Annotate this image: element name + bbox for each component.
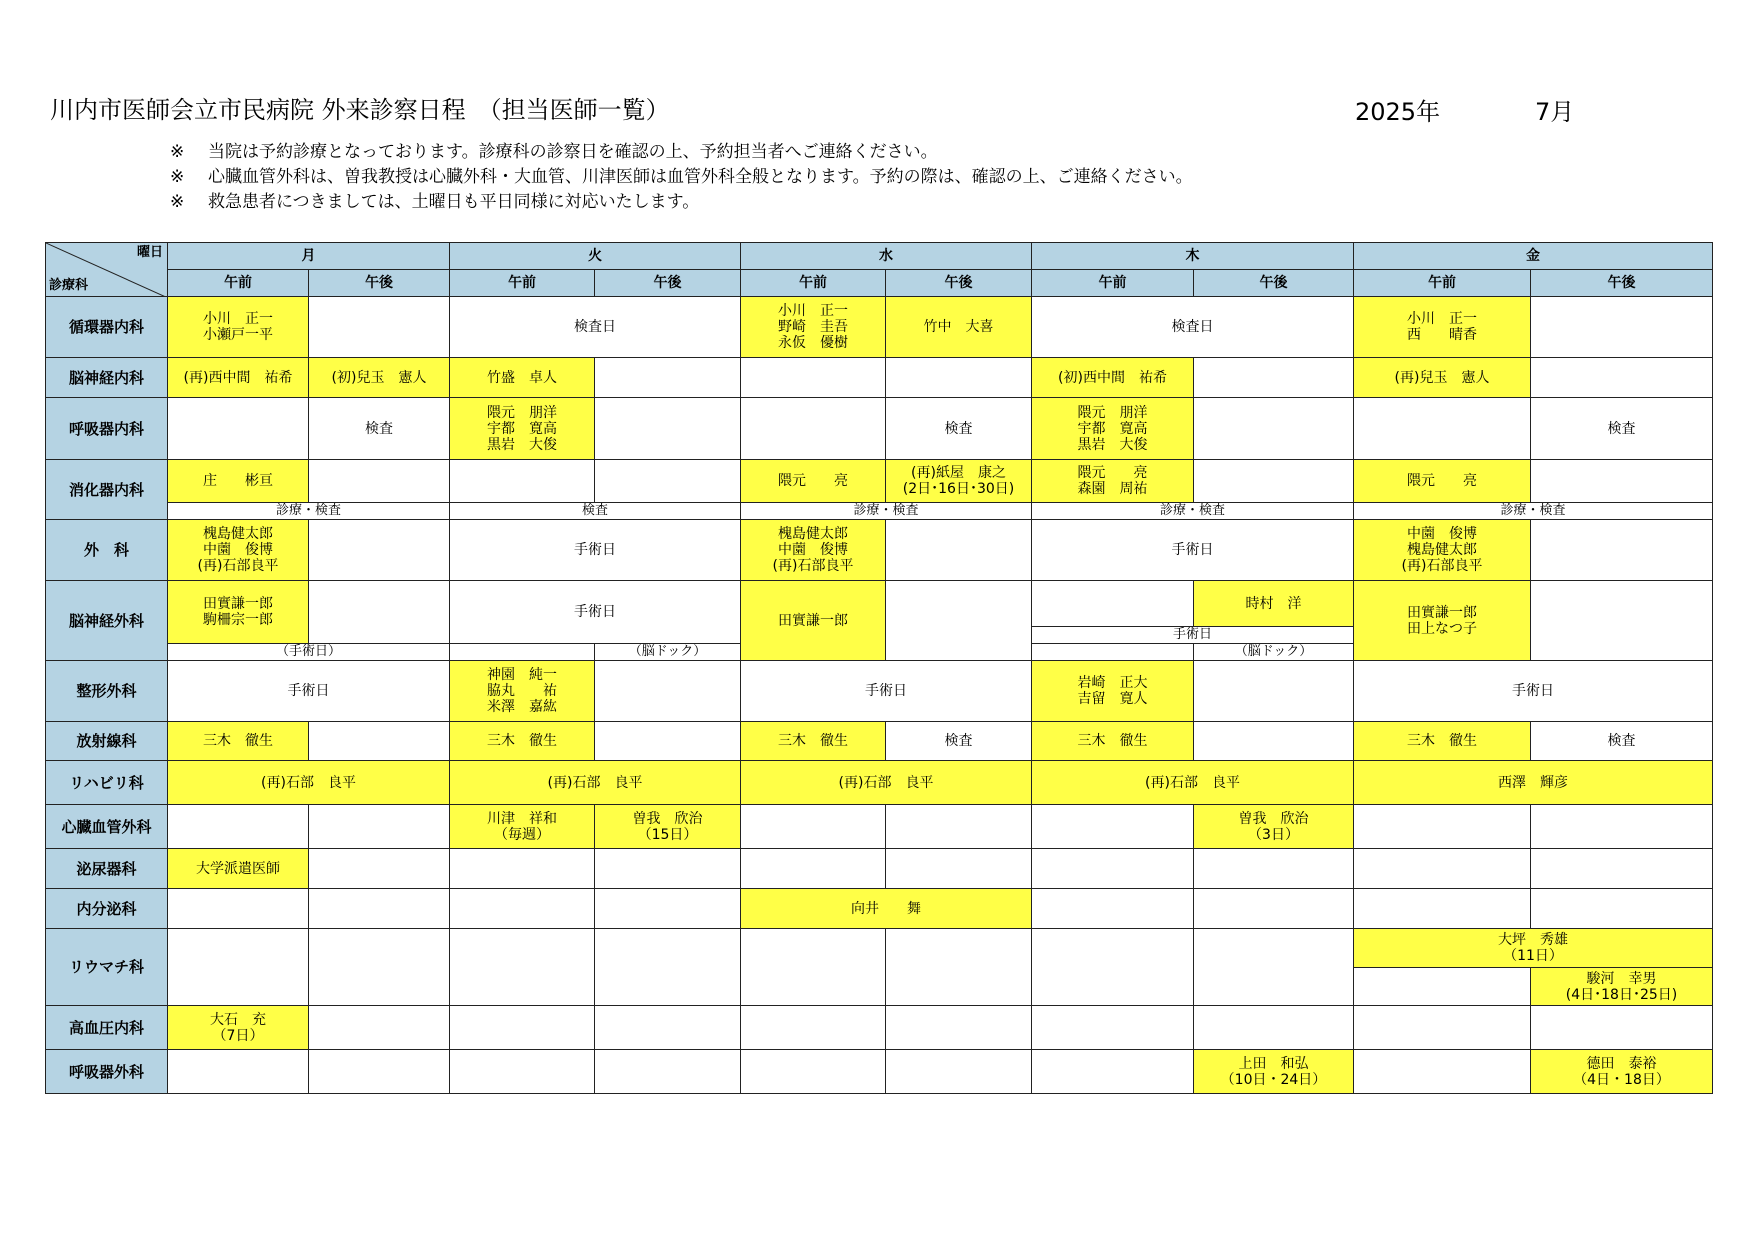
schedule-cell xyxy=(595,849,741,889)
schedule-note-cell: 検査 xyxy=(450,503,741,520)
schedule-cell xyxy=(595,722,741,761)
schedule-note-cell xyxy=(1032,644,1194,661)
schedule-cell xyxy=(1194,358,1354,398)
am-header: 午前 xyxy=(1032,270,1194,297)
dept-surgery: 外 科 xyxy=(46,520,168,581)
am-header: 午前 xyxy=(168,270,309,297)
dept-rheum: リウマチ科 xyxy=(46,929,168,1006)
schedule-cell xyxy=(450,1050,595,1094)
schedule-cell: (再)石部 良平 xyxy=(1032,761,1354,805)
header-corner xyxy=(46,243,168,297)
dept-uro: 泌尿器科 xyxy=(46,849,168,889)
schedule-cell: 隈元 亮 xyxy=(1354,460,1531,503)
schedule-cell: (再)西中間 祐希 xyxy=(168,358,309,398)
schedule-cell: 手術日 xyxy=(450,520,741,581)
schedule-cell xyxy=(1531,297,1713,358)
am-header: 午前 xyxy=(741,270,886,297)
schedule-cell xyxy=(309,1050,450,1094)
schedule-cell: 検査日 xyxy=(1032,297,1354,358)
schedule-cell: 庄 彬亘 xyxy=(168,460,309,503)
schedule-cell: 竹盛 卓人 xyxy=(450,358,595,398)
schedule-note-cell: 診療・検査 xyxy=(1354,503,1713,520)
day-header-wed: 水 xyxy=(741,243,1032,270)
schedule-cell: 三木 徹生 xyxy=(741,722,886,761)
schedule-cell xyxy=(886,805,1032,849)
dept-cvs: 心臓血管外科 xyxy=(46,805,168,849)
schedule-cell xyxy=(450,1006,595,1050)
schedule-cell xyxy=(450,929,595,1006)
schedule-cell xyxy=(309,520,450,581)
schedule-cell xyxy=(595,1050,741,1094)
schedule-cell: 竹中 大喜 xyxy=(886,297,1032,358)
schedule-cell: (再)石部 良平 xyxy=(741,761,1032,805)
schedule-cell xyxy=(1354,1006,1531,1050)
schedule-cell: 神園 純一 脇丸 祐 米澤 嘉紘 xyxy=(450,661,595,722)
schedule-cell xyxy=(1531,849,1713,889)
schedule-cell xyxy=(595,929,741,1006)
schedule-cell xyxy=(1354,889,1531,929)
schedule-cell xyxy=(168,805,309,849)
schedule-cell xyxy=(741,849,886,889)
schedule-cell xyxy=(309,889,450,929)
schedule-cell xyxy=(168,929,309,1006)
schedule-cell: 岩崎 正大 吉留 寛人 xyxy=(1032,661,1194,722)
dept-htn: 高血圧内科 xyxy=(46,1006,168,1050)
schedule-cell xyxy=(168,1050,309,1094)
schedule-cell: 手術日 xyxy=(168,661,450,722)
dept-rehab: リハビリ科 xyxy=(46,761,168,805)
schedule-cell: 小川 正一 西 晴香 xyxy=(1354,297,1531,358)
schedule-note-cell: （脳ドック） xyxy=(1194,644,1354,661)
page-title: 川内市医師会立市民病院 外来診察日程 （担当医師一覧） xyxy=(50,96,670,124)
schedule-cell: 槐島健太郎 中薗 俊博 (再)石部良平 xyxy=(741,520,886,581)
schedule-cell xyxy=(595,889,741,929)
schedule-cell xyxy=(886,1006,1032,1050)
schedule-cell: 三木 徹生 xyxy=(1032,722,1194,761)
schedule-cell xyxy=(595,358,741,398)
schedule-cell: 検査 xyxy=(1531,722,1713,761)
note-text: 救急患者につきましては、土曜日も平日同様に対応いたします。 xyxy=(208,192,700,212)
schedule-cell xyxy=(741,805,886,849)
schedule-cell: 手術日 xyxy=(450,581,741,644)
schedule-cell: 田實謙一郎 駒柵宗一郎 xyxy=(168,581,309,644)
schedule-cell: 德田 泰裕 （4日・18日） xyxy=(1531,1050,1713,1094)
schedule-cell xyxy=(1531,889,1713,929)
pm-header: 午後 xyxy=(1531,270,1713,297)
schedule-cell xyxy=(595,398,741,460)
note-item xyxy=(170,140,1193,165)
schedule-cell xyxy=(450,460,595,503)
schedule-cell xyxy=(1531,460,1713,503)
pm-header: 午後 xyxy=(595,270,741,297)
schedule-cell xyxy=(1032,889,1194,929)
schedule-table xyxy=(45,242,1713,1094)
schedule-cell: 小川 正一 野崎 圭吾 永仮 優樹 xyxy=(741,297,886,358)
schedule-cell: 駿河 幸男 (4日･18日･25日) xyxy=(1531,968,1713,1006)
schedule-cell xyxy=(1354,398,1531,460)
schedule-cell xyxy=(741,1050,886,1094)
schedule-cell: 手術日 xyxy=(741,661,1032,722)
schedule-cell: 検査 xyxy=(886,722,1032,761)
schedule-cell xyxy=(741,398,886,460)
dept-neuro-int: 脳神経内科 xyxy=(46,358,168,398)
dept-ortho: 整形外科 xyxy=(46,661,168,722)
schedule-cell xyxy=(1354,805,1531,849)
schedule-cell xyxy=(595,1006,741,1050)
schedule-cell: 検査 xyxy=(886,398,1032,460)
schedule-cell xyxy=(1354,1050,1531,1094)
schedule-cell: 上田 和弘 （10日・24日） xyxy=(1194,1050,1354,1094)
day-header-mon: 月 xyxy=(168,243,450,270)
schedule-cell: (再)石部 良平 xyxy=(168,761,450,805)
schedule-cell xyxy=(309,581,450,644)
dept-resp-surg: 呼吸器外科 xyxy=(46,1050,168,1094)
schedule-cell xyxy=(886,929,1032,1006)
schedule-cell xyxy=(1354,968,1531,1006)
note-item xyxy=(170,165,1193,190)
schedule-cell: (初)兒玉 憲人 xyxy=(309,358,450,398)
schedule-cell: 手術日 xyxy=(1354,661,1713,722)
schedule-cell: 田實謙一郎 田上なつ子 xyxy=(1354,581,1531,661)
schedule-cell: 曽我 欣治 （3日） xyxy=(1194,805,1354,849)
schedule-cell xyxy=(886,849,1032,889)
schedule-cell: 隈元 朋洋 宇都 寛高 黒岩 大俊 xyxy=(450,398,595,460)
schedule-note-cell: （手術日） xyxy=(168,644,450,661)
dept-neurosurg: 脳神経外科 xyxy=(46,581,168,661)
note-mark: ※ xyxy=(170,167,185,187)
schedule-cell xyxy=(1531,581,1713,661)
schedule-cell xyxy=(1194,929,1354,1006)
schedule-cell xyxy=(886,581,1032,661)
schedule-cell xyxy=(168,889,309,929)
schedule-cell: 大石 充 （7日） xyxy=(168,1006,309,1050)
dept-gastro: 消化器内科 xyxy=(46,460,168,520)
note-mark: ※ xyxy=(170,192,185,212)
schedule-note-cell: 手術日 xyxy=(1032,627,1354,644)
schedule-cell xyxy=(1032,581,1194,627)
schedule-cell xyxy=(1194,661,1354,722)
note-item xyxy=(170,190,1193,215)
schedule-cell: 検査 xyxy=(309,398,450,460)
schedule-cell: 小川 正一 小瀬戸一平 xyxy=(168,297,309,358)
schedule-cell xyxy=(1194,398,1354,460)
schedule-cell xyxy=(1531,358,1713,398)
schedule-cell xyxy=(1032,849,1194,889)
schedule-note-cell: （脳ドック） xyxy=(595,644,741,661)
day-header-fri: 金 xyxy=(1354,243,1713,270)
schedule-cell: 検査日 xyxy=(450,297,741,358)
schedule-cell xyxy=(741,929,886,1006)
schedule-cell xyxy=(1194,722,1354,761)
schedule-cell xyxy=(1194,1006,1354,1050)
dept-resp: 呼吸器内科 xyxy=(46,398,168,460)
schedule-cell xyxy=(168,398,309,460)
dept-endo: 内分泌科 xyxy=(46,889,168,929)
schedule-cell: 隈元 亮 xyxy=(741,460,886,503)
schedule-note-cell: 診療・検査 xyxy=(741,503,1032,520)
schedule-cell xyxy=(309,722,450,761)
am-header: 午前 xyxy=(450,270,595,297)
schedule-cell xyxy=(886,1050,1032,1094)
schedule-cell xyxy=(309,929,450,1006)
schedule-cell: (初)西中間 祐希 xyxy=(1032,358,1194,398)
schedule-cell: (再)兒玉 憲人 xyxy=(1354,358,1531,398)
note-mark: ※ xyxy=(170,142,185,162)
schedule-cell: 中薗 俊博 槐島健太郎 (再)石部良平 xyxy=(1354,520,1531,581)
note-text: 心臓血管外科は、曽我教授は心臓外科・大血管、川津医師は血管外科全般となります。予約の際は、確認の上、ご連絡ください。 xyxy=(208,167,1193,187)
schedule-cell: 三木 徹生 xyxy=(1354,722,1531,761)
schedule-cell xyxy=(886,358,1032,398)
corner-dept-label: 診療科 xyxy=(49,278,89,293)
schedule-cell xyxy=(595,460,741,503)
schedule-cell xyxy=(309,805,450,849)
schedule-cell xyxy=(1354,849,1531,889)
schedule-cell: 向井 舞 xyxy=(741,889,1032,929)
note-text: 当院は予約診療となっております。診療科の診察日を確認の上、予約担当者へご連絡ください。 xyxy=(208,142,938,162)
schedule-cell: 西澤 輝彦 xyxy=(1354,761,1713,805)
schedule-cell: 田實謙一郎 xyxy=(741,581,886,661)
schedule-cell xyxy=(886,520,1032,581)
am-header: 午前 xyxy=(1354,270,1531,297)
day-header-thu: 木 xyxy=(1032,243,1354,270)
corner-day-label: 曜日 xyxy=(136,245,163,260)
dept-radio: 放射線科 xyxy=(46,722,168,761)
schedule-cell: 川津 祥和 （毎週） xyxy=(450,805,595,849)
schedule-note-cell: 診療・検査 xyxy=(1032,503,1354,520)
schedule-cell: 時村 洋 xyxy=(1194,581,1354,627)
schedule-cell: (再)石部 良平 xyxy=(450,761,741,805)
month-label: 7月 xyxy=(1535,98,1575,126)
day-header-tue: 火 xyxy=(450,243,741,270)
schedule-cell: 隈元 亮 森園 周祐 xyxy=(1032,460,1194,503)
schedule-cell xyxy=(741,358,886,398)
schedule-cell xyxy=(1032,1006,1194,1050)
schedule-cell xyxy=(1194,460,1354,503)
schedule-note-cell xyxy=(450,644,595,661)
schedule-cell xyxy=(309,460,450,503)
schedule-cell: 三木 徹生 xyxy=(168,722,309,761)
schedule-cell xyxy=(741,1006,886,1050)
schedule-cell xyxy=(309,1006,450,1050)
schedule-cell xyxy=(1032,929,1194,1006)
schedule-cell: 大坪 秀雄 （11日） xyxy=(1354,929,1713,968)
notes-list xyxy=(170,140,1193,215)
schedule-cell xyxy=(450,849,595,889)
pm-header: 午後 xyxy=(1194,270,1354,297)
schedule-cell: (再)紙屋 康之 (2日･16日･30日) xyxy=(886,460,1032,503)
pm-header: 午後 xyxy=(309,270,450,297)
year-label: 2025年 xyxy=(1355,98,1441,126)
schedule-cell: 大学派遣医師 xyxy=(168,849,309,889)
schedule-cell xyxy=(1032,1050,1194,1094)
schedule-cell: 三木 徹生 xyxy=(450,722,595,761)
schedule-cell xyxy=(1531,520,1713,581)
schedule-cell: 曽我 欣治 （15日） xyxy=(595,805,741,849)
dept-cardio: 循環器内科 xyxy=(46,297,168,358)
pm-header: 午後 xyxy=(886,270,1032,297)
schedule-cell xyxy=(309,849,450,889)
schedule-cell xyxy=(309,297,450,358)
schedule-cell xyxy=(1194,849,1354,889)
schedule-cell xyxy=(1194,889,1354,929)
schedule-cell: 槐島健太郎 中薗 俊博 (再)石部良平 xyxy=(168,520,309,581)
schedule-cell xyxy=(1032,805,1194,849)
schedule-cell: 検査 xyxy=(1531,398,1713,460)
schedule-note-cell: 診療・検査 xyxy=(168,503,450,520)
schedule-cell xyxy=(1531,805,1713,849)
schedule-cell: 隈元 朋洋 宇都 寛高 黒岩 大俊 xyxy=(1032,398,1194,460)
schedule-cell xyxy=(1531,1006,1713,1050)
schedule-cell: 手術日 xyxy=(1032,520,1354,581)
schedule-cell xyxy=(595,661,741,722)
schedule-cell xyxy=(450,889,595,929)
